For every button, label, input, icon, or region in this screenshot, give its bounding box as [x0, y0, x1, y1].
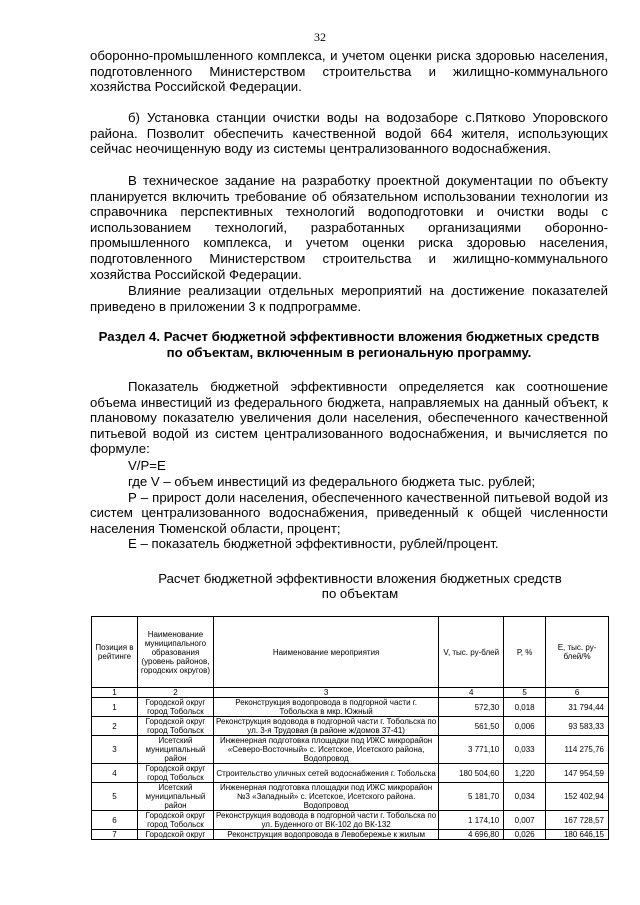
cell-position: 1	[92, 698, 138, 717]
header-municipality: Наименование муниципального образования (уровень районов, городских округов)	[137, 617, 213, 688]
table-row	[92, 736, 609, 764]
section-heading: Раздел 4. Расчет бюджетной эффективности вложения бюджетных средств по объектам, включенным в региональную программу.	[98, 329, 600, 360]
column-number: 4	[439, 688, 504, 698]
column-number: 2	[137, 688, 213, 698]
cell-municipality: Городской округ город Тобольск	[137, 764, 213, 783]
cell-p: 0,018	[504, 698, 546, 717]
cell-event: Реконструкция водовода в подгорной части г. Тобольска по ул. Буденного от ВК-102 до ВК-132	[213, 811, 438, 830]
cell-event: Строительство уличных сетей водоснабжения г. Тобольска	[213, 764, 438, 783]
cell-p: 1,220	[504, 764, 546, 783]
paragraph-4-text: Влияние реализации отдельных мероприятий на достижение показателей приведено в приложении 3 к подпрограмме.	[90, 283, 608, 314]
cell-e: 31 794,44	[546, 698, 609, 717]
cell-municipality: Городской округ город Тобольск	[137, 698, 213, 717]
definitions	[90, 474, 608, 552]
table-column-numbers	[92, 688, 609, 698]
definition-p: Р – прирост доли населения, обеспеченного качественной питьевой водой из систем централизованного водоснабжения, приведенный к общей численности населения Тюменской области, процент;	[90, 489, 608, 536]
cell-p: 0,007	[504, 811, 546, 830]
cell-p: 0,006	[504, 717, 546, 736]
cell-v: 3 771,10	[439, 736, 504, 764]
cell-municipality: Исетский муниципальный район	[137, 736, 213, 764]
cell-v: 5 181,70	[439, 783, 504, 811]
efficiency-table	[91, 616, 609, 840]
paragraph-1	[90, 48, 608, 95]
cell-v: 561,50	[439, 717, 504, 736]
paragraph-4	[90, 283, 608, 314]
cell-v: 180 504,60	[439, 764, 504, 783]
cell-event: Реконструкция водопровода в Левобережье к жилым	[213, 830, 438, 840]
paragraph-5-text: Показатель бюджетной эффективности определяется как соотношение объема инвестиций из федерального бюджета, направляемых на данный объект, к плановому показателю увеличения доли населения, обеспеченного качественной питьевой водой из систем централизованного водоснабжения, и вычисляется по формуле:	[90, 379, 608, 457]
cell-v: 572,30	[439, 698, 504, 717]
cell-position: 3	[92, 736, 138, 764]
cell-position: 2	[92, 717, 138, 736]
cell-event: Инженерная подготовка площадки под ИЖС микрорайон №3 «Западный» с. Исетское, Исетского района. Водопровод	[213, 783, 438, 811]
cell-position: 7	[92, 830, 138, 840]
table-row	[92, 698, 609, 717]
header-position: Позиция в рейтинге	[92, 617, 138, 688]
column-number: 1	[92, 688, 138, 698]
cell-e: 167 728,57	[546, 811, 609, 830]
column-number: 3	[213, 688, 438, 698]
cell-municipality: Городской округ город Тобольск	[137, 717, 213, 736]
paragraph-3	[90, 173, 608, 282]
cell-v: 4 696,80	[439, 830, 504, 840]
header-p: Р, %	[504, 617, 546, 688]
cell-event: Реконструкция водопровода в подгорной части г. Тобольска в мкр. Южный	[213, 698, 438, 717]
cell-e: 93 583,33	[546, 717, 609, 736]
cell-p: 0,026	[504, 830, 546, 840]
definition-v: где V – объем инвестиций из федерального бюджета тыс. рублей;	[128, 474, 536, 489]
definition-e: Е – показатель бюджетной эффективности, рублей/процент.	[128, 536, 499, 552]
cell-municipality: Городской округ город Тобольск	[137, 811, 213, 830]
cell-p: 0,034	[504, 783, 546, 811]
table-row	[92, 783, 609, 811]
cell-event: Инженерная подготовка площадки под ИЖС микрорайон «Северо-Восточный» с. Исетское, Исетского района, Водопровод	[213, 736, 438, 764]
page-number: 32	[314, 30, 326, 44]
cell-position: 6	[92, 811, 138, 830]
table-row	[92, 764, 609, 783]
paragraph-2-text: б) Установка станции очистки воды на водозаборе с.Пятково Упоровского района. Позволит обеспечить качественной водой 664 жителя, использующих сейчас неочищенную воду из системы централизованного водоснабжения.	[90, 110, 608, 157]
cell-position: 4	[92, 764, 138, 783]
cell-e: 114 275,76	[546, 736, 609, 764]
table-title: Расчет бюджетной эффективности вложения бюджетных средств по объектам	[158, 571, 562, 601]
cell-e: 147 954,59	[546, 764, 609, 783]
header-v: V, тыс. ру-блей	[439, 617, 504, 688]
cell-v: 1 174,10	[439, 811, 504, 830]
paragraph-3-text: В техническое задание на разработку проектной документации по объекту планируется включить требование об обязательном использовании технологии из справочника перспективных технологий водоподготовки и очистки воды с использованием технологий, разработанных организациями оборонно-промышленного комплекса, и учетом оценки риска здоровью населения, подготовленного Министерством строительства и жилищно-коммунального хозяйства Российской Федерации.	[90, 173, 608, 282]
formula: V/P=E	[128, 458, 166, 473]
table-row	[92, 811, 609, 830]
cell-municipality: Исетский муниципальный район	[137, 783, 213, 811]
column-number: 6	[546, 688, 609, 698]
table-row	[92, 830, 609, 840]
cell-position: 5	[92, 783, 138, 811]
table-header-row	[92, 617, 609, 688]
paragraph-1-text: оборонно-промышленного комплекса, и учетом оценки риска здоровью населения, подготовленного Министерством строительства и жилищно-коммунального хозяйства Российской Федерации.	[90, 48, 608, 95]
cell-event: Реконструкция водовода в подгорной части г. Тобольска по ул. 3-я Трудовая (в районе ж/домов 37-41)	[213, 717, 438, 736]
cell-e: 152 402,94	[546, 783, 609, 811]
cell-e: 180 646,15	[546, 830, 609, 840]
column-number: 5	[504, 688, 546, 698]
paragraph-2	[90, 110, 608, 157]
cell-municipality: Городской округ	[137, 830, 213, 840]
paragraph-5	[90, 379, 608, 457]
table-row	[92, 717, 609, 736]
header-e: Е, тыс. ру-блей/%	[546, 617, 609, 688]
cell-p: 0,033	[504, 736, 546, 764]
header-event: Наименование мероприятия	[213, 617, 438, 688]
